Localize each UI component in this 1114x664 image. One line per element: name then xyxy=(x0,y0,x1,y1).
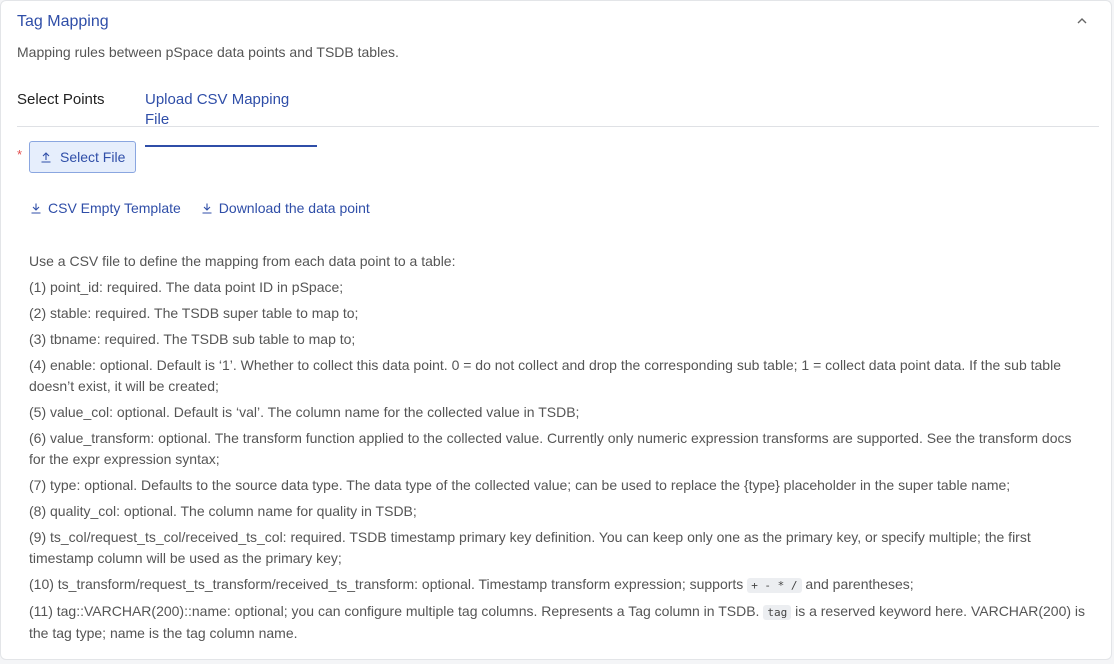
rule-enable: (4) enable: optional. Default is ‘1’. Whether to collect this data point. 0 = do not collect and drop the corresponding sub table; 1 = collect data point data. If the sub table doesn’t exist, it will be created; xyxy=(29,357,1061,394)
download-data-point-link[interactable] xyxy=(201,200,370,216)
panel-header[interactable] xyxy=(17,11,1095,33)
required-mark: * xyxy=(17,147,23,162)
download-icon xyxy=(201,202,213,214)
rule-point-id: (1) point_id: required. The data point ID in pSpace; xyxy=(29,279,344,295)
rule-ts-transform-tail: and parentheses; xyxy=(801,576,914,592)
rule-tag-tail: is a reserved keyword here. VARCHAR(200) is the tag type; name is the tag column name. xyxy=(29,603,1086,641)
tab-select-points[interactable]: Select Points xyxy=(17,91,105,108)
rule-ts-transform-text: (10) ts_transform/request_ts_transform/received_ts_transform: optional. Timestamp transform expression; supports xyxy=(29,576,748,592)
csv-empty-template-label: CSV Empty Template xyxy=(48,200,181,216)
rule-ts-col: (9) ts_col/request_ts_col/received_ts_col: required. TSDB timestamp primary key definition. You can keep only one as the primary key, or specify multiple; the first timestamp column will be used as the primary key; xyxy=(29,529,1031,566)
rule-quality-col: (8) quality_col: optional. The column name for quality in TSDB; xyxy=(29,503,417,519)
rule-value-col: (5) value_col: optional. Default is ‘val’. The column name for the collected value in TSDB; xyxy=(29,404,580,420)
rule-tag-text: (11) tag::VARCHAR(200)::name: optional; you can configure multiple tag columns. Represents a Tag column in TSDB. xyxy=(29,603,764,619)
rule-type: (7) type: optional. Defaults to the source data type. The data type of the collected value; can be used to replace the {type} placeholder in the super table name; xyxy=(29,477,1011,493)
tab-upload-csv[interactable]: Upload CSV Mapping File xyxy=(145,90,317,147)
download-icon xyxy=(30,202,42,214)
select-file-button[interactable] xyxy=(29,141,136,173)
panel-title: Tag Mapping xyxy=(17,13,109,30)
template-links xyxy=(30,200,370,216)
rule-stable: (2) stable: required. The TSDB super table to map to; xyxy=(29,305,359,321)
select-file-label: Select File xyxy=(60,149,126,165)
tab-bar xyxy=(17,81,1099,127)
rule-value-transform: (6) value_transform: optional. The transform function applied to the collected value. Currently only numeric expression transforms are supported. See the transform docs for the expr expression syntax; xyxy=(29,430,1072,467)
upload-icon xyxy=(40,151,52,163)
rule-tag xyxy=(29,601,1089,644)
download-data-point-label: Download the data point xyxy=(218,200,370,216)
description-intro: Use a CSV file to define the mapping from each data point to a table: xyxy=(29,253,456,269)
panel-subtitle: Mapping rules between pSpace data points and TSDB tables. xyxy=(17,44,399,60)
rule-ts-transform xyxy=(29,574,1089,596)
rule-tbname: (3) tbname: required. The TSDB sub table to map to; xyxy=(29,331,356,347)
csv-description xyxy=(29,251,1089,649)
csv-empty-template-link[interactable] xyxy=(30,200,181,216)
operators-code: + - * / xyxy=(747,578,801,593)
tag-keyword-code: tag xyxy=(763,605,791,620)
chevron-up-icon[interactable] xyxy=(1075,14,1089,28)
